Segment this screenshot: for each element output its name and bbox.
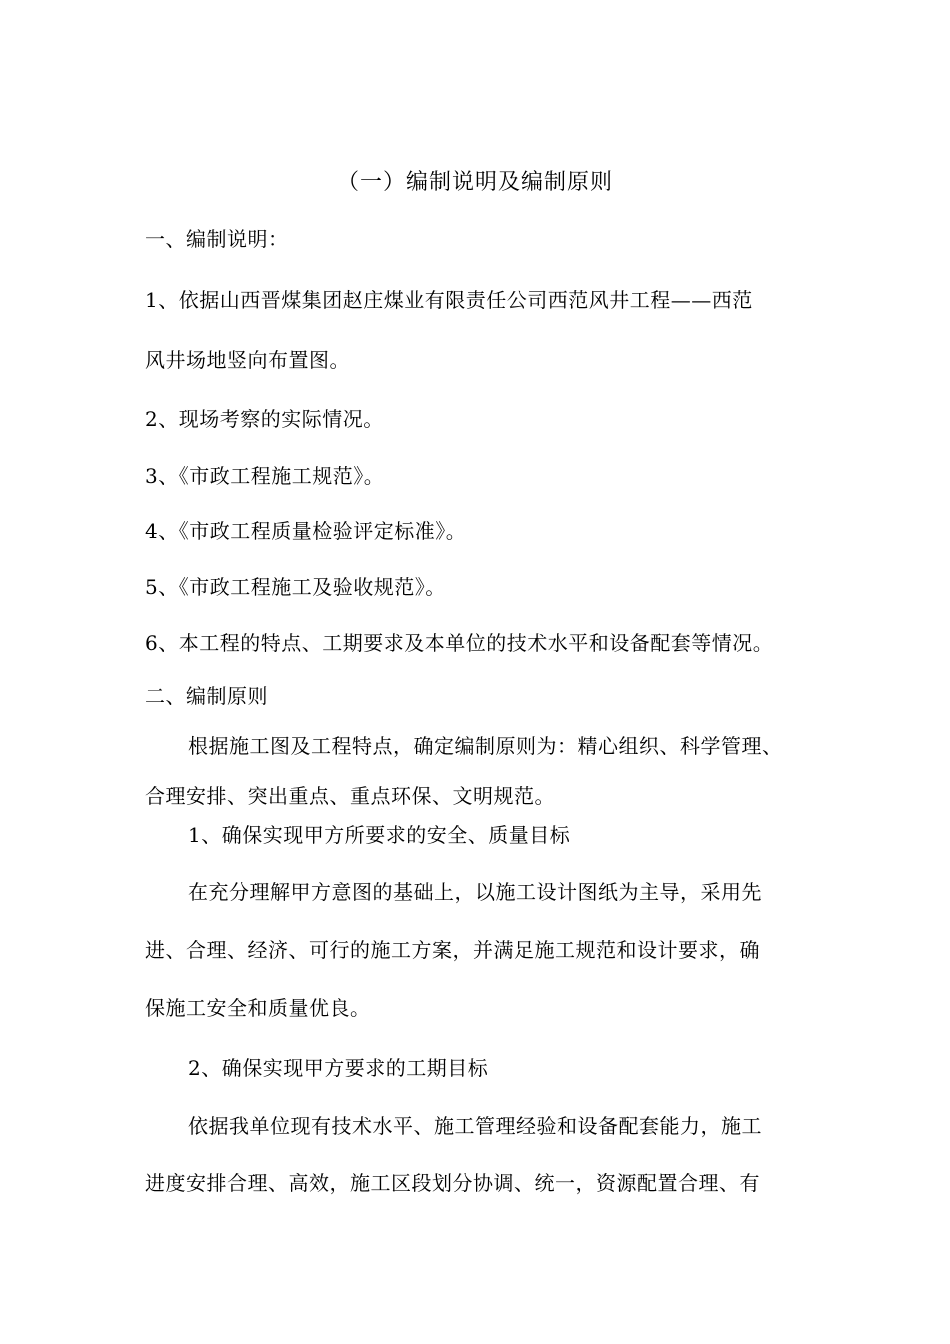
paragraph-line: 风井场地竖向布置图。 (145, 348, 350, 372)
paragraph-line: 6、本工程的特点、工期要求及本单位的技术水平和设备配套等情况。 (145, 631, 774, 655)
section-heading-explanation: 一、编制说明： (145, 227, 289, 251)
paragraph-line: 保施工安全和质量优良。 (145, 996, 371, 1020)
paragraph-line: 4、《市政工程质量检验评定标准》。 (145, 519, 467, 543)
paragraph-line: 根据施工图及工程特点，确定编制原则为：精心组织、科学管理、 (188, 734, 783, 758)
paragraph-line: 依据我单位现有技术水平、施工管理经验和设备配套能力，施工 (188, 1114, 762, 1138)
subheading-schedule: 2、确保实现甲方要求的工期目标 (188, 1056, 489, 1080)
paragraph-line: 合理安排、突出重点、重点环保、文明规范。 (145, 784, 555, 808)
subheading-safety-quality: 1、确保实现甲方所要求的安全、质量目标 (188, 823, 571, 847)
document-title: （一）编制说明及编制原则 (336, 170, 613, 195)
paragraph-line: 在充分理解甲方意图的基础上，以施工设计图纸为主导，采用先 (188, 880, 762, 904)
paragraph-line: 1、依据山西晋煤集团赵庄煤业有限责任公司西范风井工程——西范 (145, 288, 753, 312)
section-heading-principles: 二、编制原则 (145, 684, 268, 708)
paragraph-line: 进度安排合理、高效，施工区段划分协调、统一，资源配置合理、有 (145, 1171, 760, 1195)
paragraph-line: 5、《市政工程施工及验收规范》。 (145, 575, 446, 599)
paragraph-line: 2、现场考察的实际情况。 (145, 407, 384, 431)
paragraph-line: 3、《市政工程施工规范》。 (145, 464, 385, 488)
paragraph-line: 进、合理、经济、可行的施工方案，并满足施工规范和设计要求，确 (145, 938, 760, 962)
